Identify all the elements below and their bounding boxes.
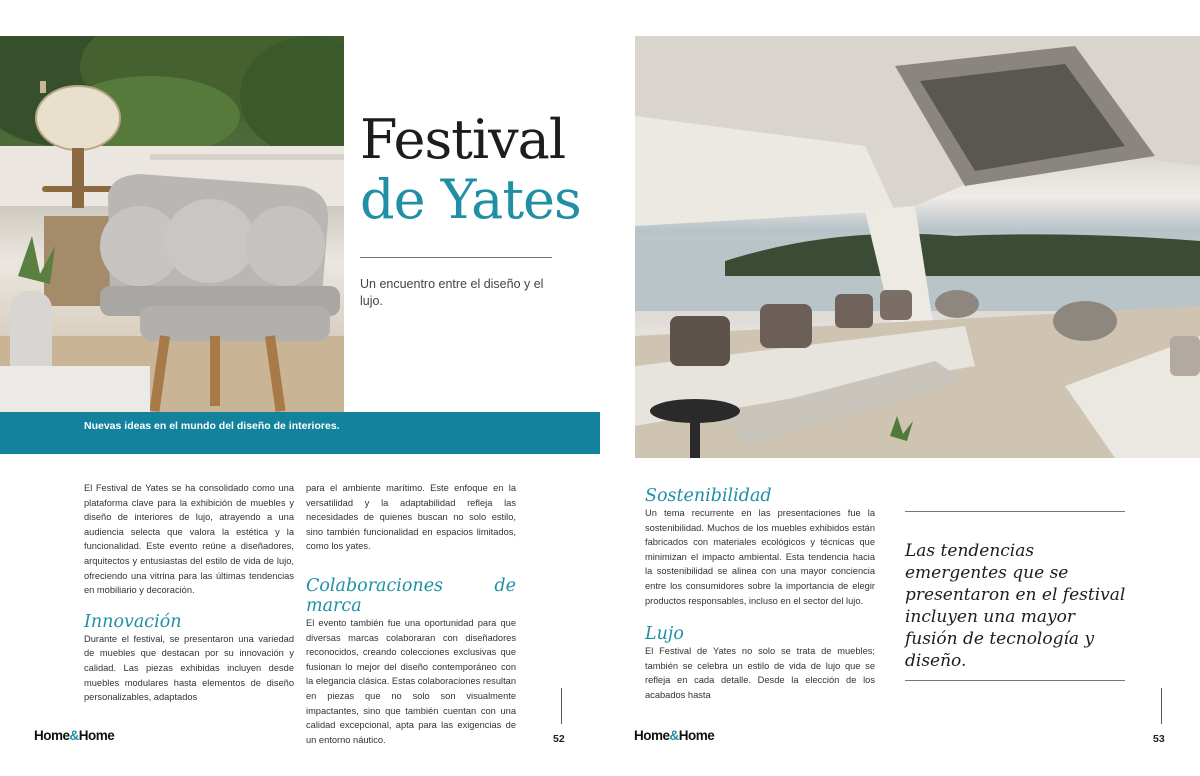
deck-chair-illustration (0, 36, 344, 412)
yacht-interior-illustration (635, 36, 1200, 458)
intro-paragraph: El Festival de Yates se ha consolidado como una plataforma clave para la exhibición de muebles y diseño de interiores de lujo, atrayendo a una audiencia selecta que valora la estética y la funcionalidad. Este evento reúne a diseñadores, arquitectos y entusiastas del estilo de vida de lujo, ofreciendo una vitrina para las últimas tendencias en mobiliario y decoración. (84, 483, 294, 596)
deck-chair-photo (0, 36, 344, 412)
heading-sostenibilidad: Sostenibilidad (645, 486, 772, 506)
title-line-1: Festival (360, 108, 566, 171)
text-column-3 (645, 486, 875, 703)
quote-divider-top (905, 511, 1125, 512)
article-title (360, 110, 590, 230)
yacht-interior-photo (635, 36, 1200, 458)
lujo-paragraph: El Festival de Yates no solo se trata de muebles; también se celebra un estilo de vida de lujo que se refleja en cada detalle. Desde la elección de los acabados hasta (645, 646, 875, 700)
footer-divider-right (1161, 688, 1162, 724)
title-line-2: de Yates (360, 168, 581, 231)
innovacion-paragraph: Durante el festival, se presentaron una variedad de muebles que destacan por su innovación y calidad. Las piezas exhibidas incluyen desde muebles modulares hasta elementos de diseño personalizables, adaptados (84, 633, 294, 703)
article-subtitle: Un encuentro entre el diseño y el lujo. (360, 277, 544, 308)
banner-text: Nuevas ideas en el mundo del diseño de interiores. (84, 420, 340, 432)
footer-divider-left (561, 688, 562, 724)
page-number-left: 52 (553, 733, 565, 745)
quote-divider-bottom (905, 680, 1125, 681)
title-divider (360, 257, 552, 258)
brand-logo-right: Home&Home (634, 728, 715, 743)
colaboraciones-paragraph: El evento también fue una oportunidad para que diversas marcas colaboraran con diseñadores reconocidos, creando colecciones exclusivas que fusionan lo mejor del diseño contemporáneo con la elegancia clásica. Estas colaboraciones resultan en piezas que no solo son visualmente impactantes, sino que también cuentan con una calidad excepcional, apta para las exigencias de un entorno náutico. (306, 617, 516, 745)
heading-innovacion: Innovación (84, 611, 182, 632)
brand-logo-left: Home&Home (34, 728, 115, 743)
heading-lujo: Lujo (645, 624, 684, 645)
heading-colaboraciones: Colaboraciones de marca (306, 575, 516, 616)
text-column-1 (84, 481, 294, 705)
teal-banner (0, 412, 600, 454)
continuation-paragraph: para el ambiente marítimo. Este enfoque en la versatilidad y la adaptabilidad refleja las necesidades de quienes buscan no solo estilo, sino también funcionalidad en espacios limitados, como los yates. (306, 483, 516, 552)
page-number-right: 53 (1153, 733, 1165, 745)
right-page (600, 0, 1200, 776)
pull-quote: Las tendencias emergentes que se presentaron en el festival incluyen una mayor fusión de tecnología y diseño. (905, 541, 1126, 671)
sostenibilidad-paragraph: Un tema recurrente en las presentaciones fue la sostenibilidad. Muchos de los muebles exhibidos están fabricados con materiales ecológicos y técnicas que minimizan el impacto ambiental. Esta tendencia hacia la sostenibilidad se alinea con una mayor conciencia entre los consumidores sobre la importancia de elegir productos responsables, incluso en el sector del lujo. (645, 508, 875, 606)
text-column-2 (306, 481, 516, 747)
